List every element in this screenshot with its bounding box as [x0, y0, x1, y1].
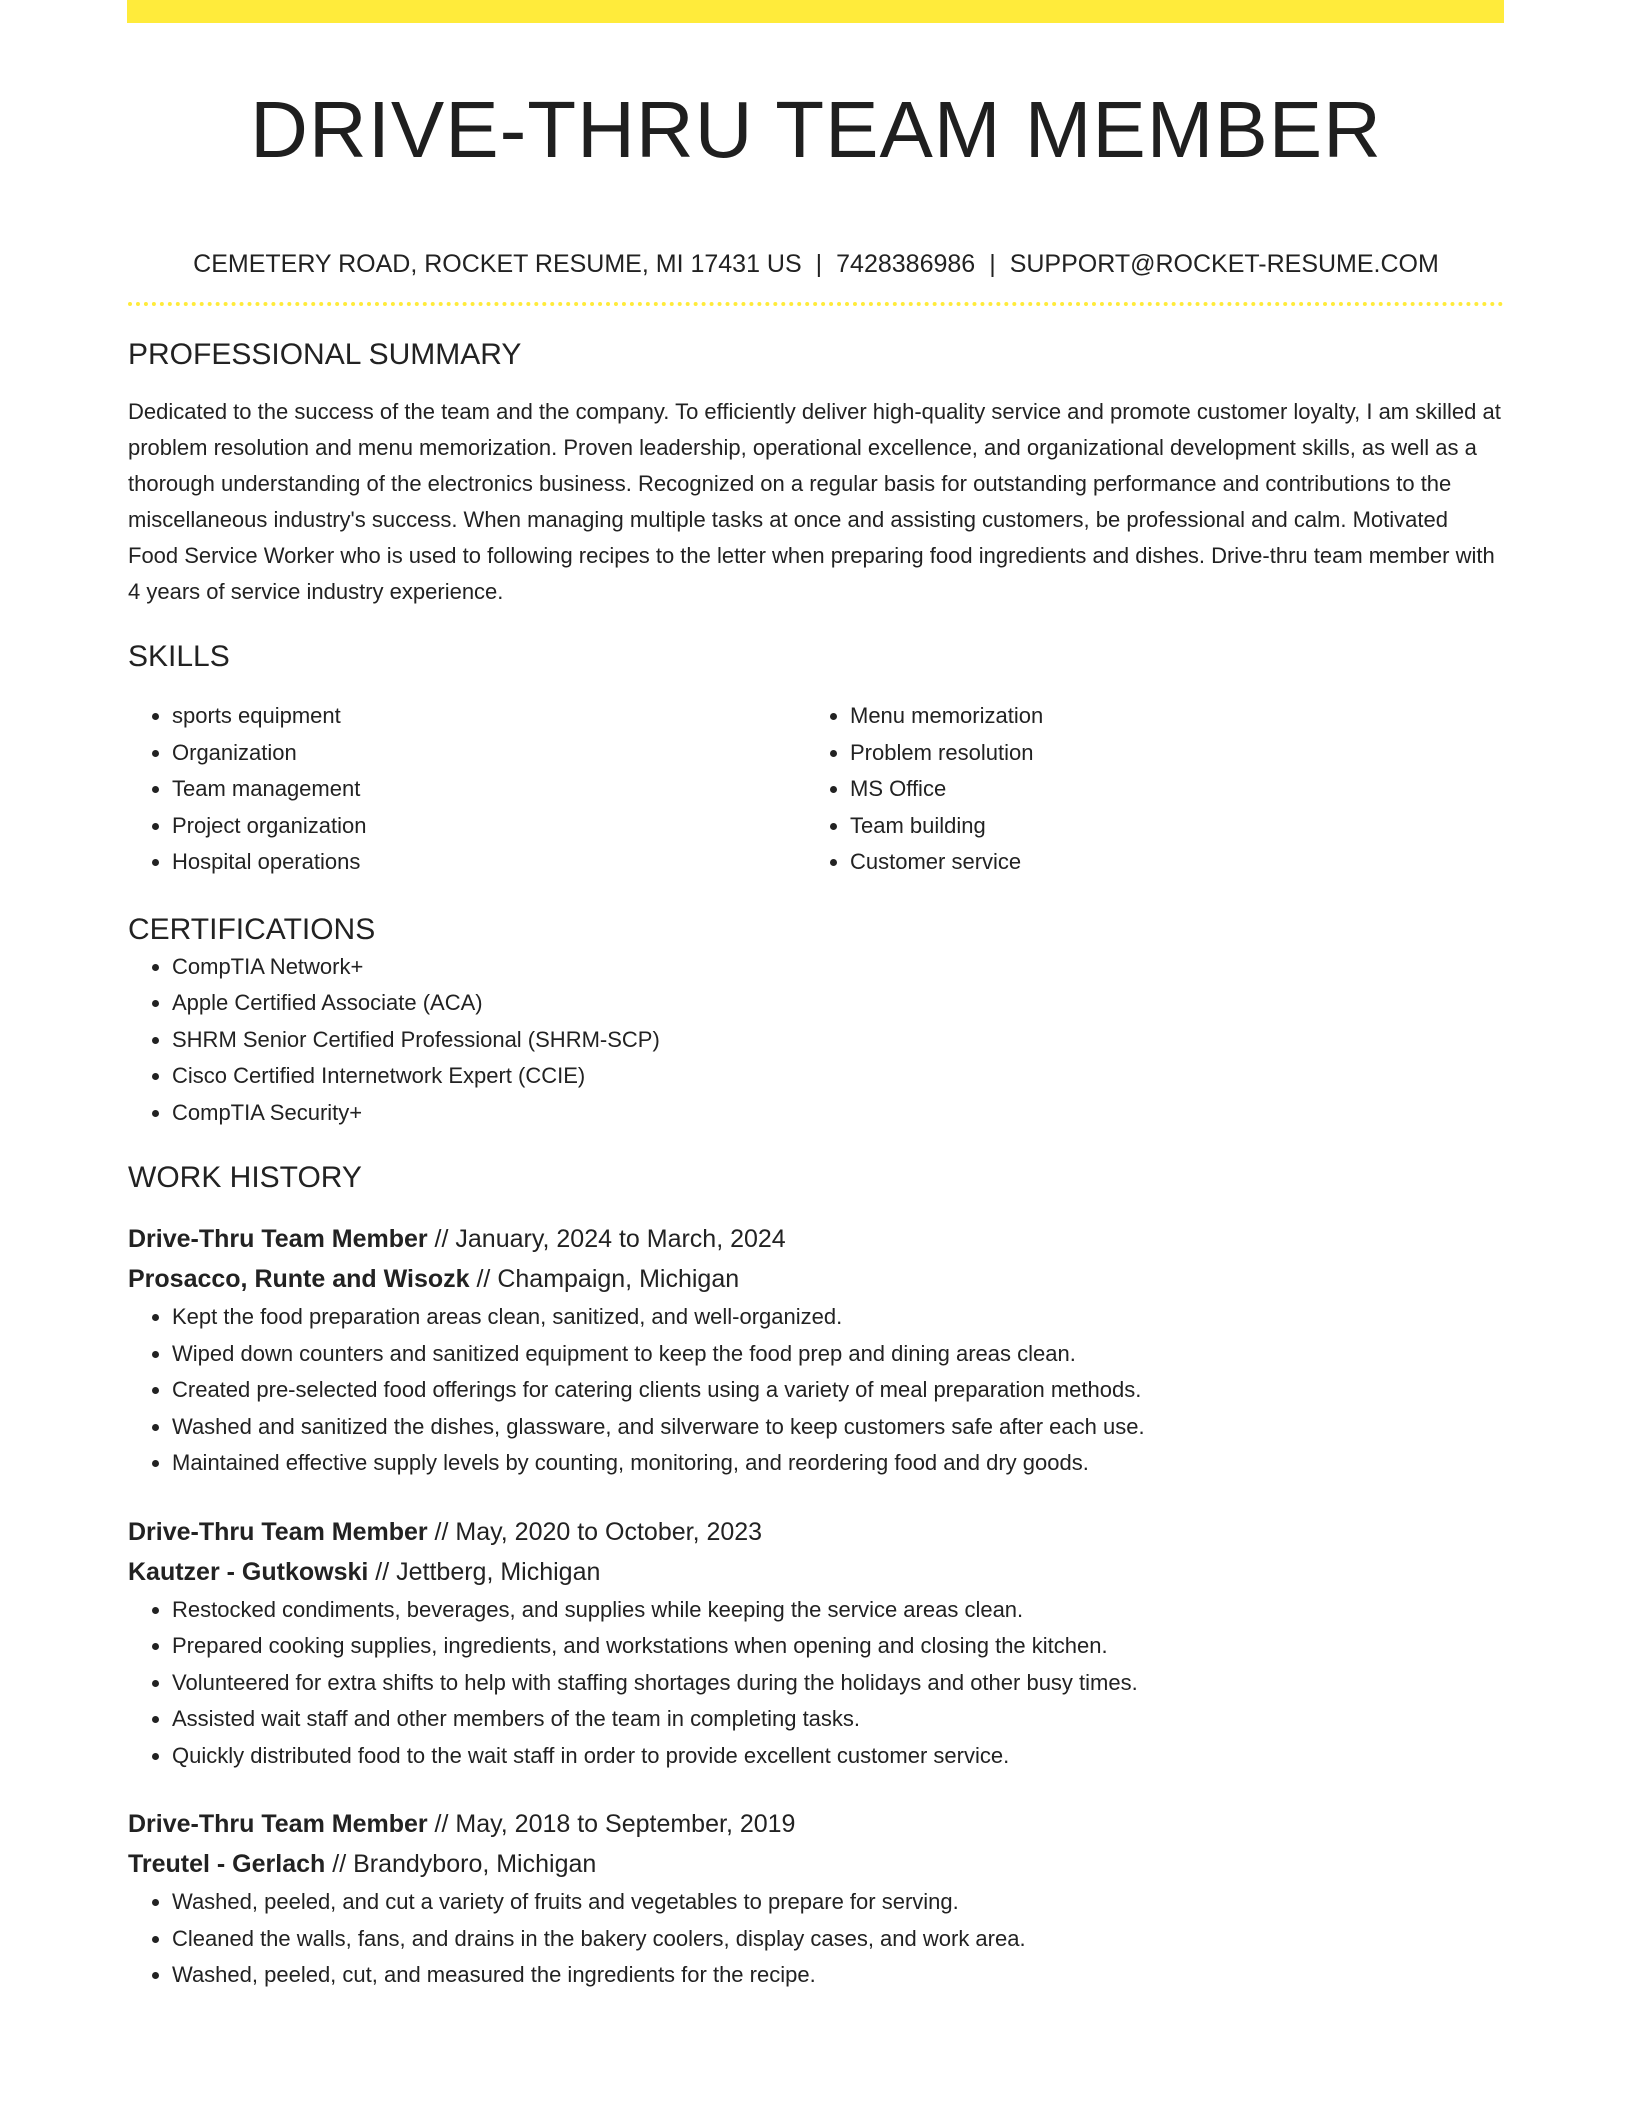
- job-separator: //: [427, 1225, 456, 1253]
- contact-phone: 7428386986: [836, 250, 976, 278]
- skill-item: • Hospital operations: [172, 844, 806, 881]
- skills-heading: SKILLS: [128, 640, 230, 673]
- job-duty: • Wiped down counters and sanitized equipment to keep the food prep and dining areas clean.: [172, 1336, 1504, 1373]
- job-separator: //: [325, 1850, 354, 1878]
- skill-item: • Customer service: [850, 844, 1484, 881]
- job-duty: • Kept the food preparation areas clean, sanitized, and well-organized.: [172, 1299, 1504, 1336]
- job-duty: • Created pre-selected food offerings for catering clients using a variety of meal preparation methods.: [172, 1372, 1504, 1409]
- job-location: Brandyboro, Michigan: [353, 1850, 597, 1878]
- skill-item: • Menu memorization: [850, 698, 1484, 735]
- top-accent-bar: [127, 0, 1504, 23]
- job-duty: • Maintained effective supply levels by counting, monitoring, and reordering food and dry goods.: [172, 1445, 1504, 1482]
- job-title: Drive-Thru Team Member: [128, 1225, 428, 1253]
- job-duty: • Prepared cooking supplies, ingredients, and workstations when opening and closing the kitchen.: [172, 1628, 1504, 1665]
- job-duties-list: [128, 1592, 1504, 1775]
- job-title-line: [128, 1219, 1504, 1259]
- skills-column-left: [128, 698, 806, 881]
- skill-item: • MS Office: [850, 771, 1484, 808]
- job-duties-list: [128, 1884, 1504, 1994]
- job-company-line: [128, 1552, 1504, 1592]
- skill-item: • Team building: [850, 808, 1484, 845]
- skill-item: • Problem resolution: [850, 735, 1484, 772]
- contact-address: CEMETERY ROAD, ROCKET RESUME, MI 17431 US: [193, 250, 802, 278]
- job-location: Champaign, Michigan: [497, 1265, 740, 1293]
- job-entry: [128, 1804, 1504, 1994]
- job-duties-list: [128, 1299, 1504, 1482]
- certification-item: • Cisco Certified Internetwork Expert (CCIE): [172, 1058, 1504, 1095]
- certifications-heading: CERTIFICATIONS: [128, 912, 376, 946]
- job-separator: //: [427, 1810, 456, 1838]
- job-duty: • Washed, peeled, cut, and measured the ingredients for the recipe.: [172, 1957, 1504, 1994]
- skills-list-right: [806, 698, 1484, 881]
- job-company-line: [128, 1844, 1504, 1884]
- job-dates: May, 2018 to September, 2019: [455, 1810, 796, 1838]
- certification-item: • CompTIA Network+: [172, 949, 1504, 986]
- contact-separator: |: [989, 250, 996, 278]
- job-company: Treutel - Gerlach: [128, 1850, 326, 1878]
- summary-text: Dedicated to the success of the team and the company. To efficiently deliver high-quality service and promote customer loyalty, I am skilled at problem resolution and menu memorization. Proven leadership, operational excellence, and organizational development skills, as well as a thorough understanding of the electronics business. Recognized on a regular basis for outstanding performance and contributions to the miscellaneous industry's success. When managing multiple tasks at once and assisting customers, be professional and calm. Motivated Food Service Worker who is used to following recipes to the letter when preparing food ingredients and dishes. Drive-thru team member with 4 years of service industry experience.: [128, 399, 1501, 604]
- job-location: Jettberg, Michigan: [396, 1557, 601, 1586]
- header-divider: [128, 302, 1504, 306]
- job-duty: • Assisted wait staff and other members of the team in completing tasks.: [172, 1701, 1504, 1738]
- job-duty: • Washed and sanitized the dishes, glassware, and silverware to keep customers safe after each use.: [172, 1409, 1504, 1446]
- resume-title: DRIVE-THRU TEAM MEMBER: [250, 85, 1382, 174]
- skill-item: • Project organization: [172, 808, 806, 845]
- certifications-list: [128, 949, 1504, 1132]
- job-dates: January, 2024 to March, 2024: [455, 1225, 786, 1253]
- contact-line: [128, 248, 1504, 280]
- contact-separator: |: [815, 250, 823, 278]
- skills-list-left: [128, 698, 806, 881]
- job-title-line: [128, 1804, 1504, 1844]
- contact-email: SUPPORT@ROCKET-RESUME.COM: [1009, 250, 1439, 278]
- job-separator: //: [368, 1557, 397, 1586]
- skill-item: • Team management: [172, 771, 806, 808]
- summary-heading: PROFESSIONAL SUMMARY: [128, 338, 522, 371]
- skills-column-right: [806, 698, 1484, 881]
- job-separator: //: [469, 1265, 498, 1293]
- skill-item: • sports equipment: [172, 698, 806, 735]
- job-dates: May, 2020 to October, 2023: [455, 1517, 763, 1546]
- job-entry: [128, 1512, 1504, 1775]
- job-duty: • Washed, peeled, and cut a variety of fruits and vegetables to prepare for serving.: [172, 1884, 1504, 1921]
- job-company-line: [128, 1259, 1504, 1299]
- job-company: Kautzer - Gutkowski: [128, 1557, 369, 1586]
- certification-item: • CompTIA Security+: [172, 1095, 1504, 1132]
- job-duty: • Restocked condiments, beverages, and supplies while keeping the service areas clean.: [172, 1592, 1504, 1629]
- work-history-heading: WORK HISTORY: [128, 1161, 362, 1194]
- job-title-line: [128, 1512, 1504, 1552]
- skills-grid: [128, 698, 1504, 881]
- job-duty: • Cleaned the walls, fans, and drains in the bakery coolers, display cases, and work area.: [172, 1921, 1504, 1958]
- job-duty: • Volunteered for extra shifts to help with staffing shortages during the holidays and other busy times.: [172, 1665, 1504, 1702]
- skill-item: • Organization: [172, 735, 806, 772]
- job-separator: //: [427, 1517, 456, 1546]
- job-entry: [128, 1219, 1504, 1482]
- job-title: Drive-Thru Team Member: [128, 1810, 428, 1838]
- certification-item: • Apple Certified Associate (ACA): [172, 985, 1504, 1022]
- job-title: Drive-Thru Team Member: [128, 1517, 428, 1546]
- job-duty: • Quickly distributed food to the wait staff in order to provide excellent customer service.: [172, 1738, 1504, 1775]
- job-company: Prosacco, Runte and Wisozk: [128, 1265, 470, 1293]
- certification-item: • SHRM Senior Certified Professional (SHRM-SCP): [172, 1022, 1504, 1059]
- resume-content: [128, 80, 1504, 1994]
